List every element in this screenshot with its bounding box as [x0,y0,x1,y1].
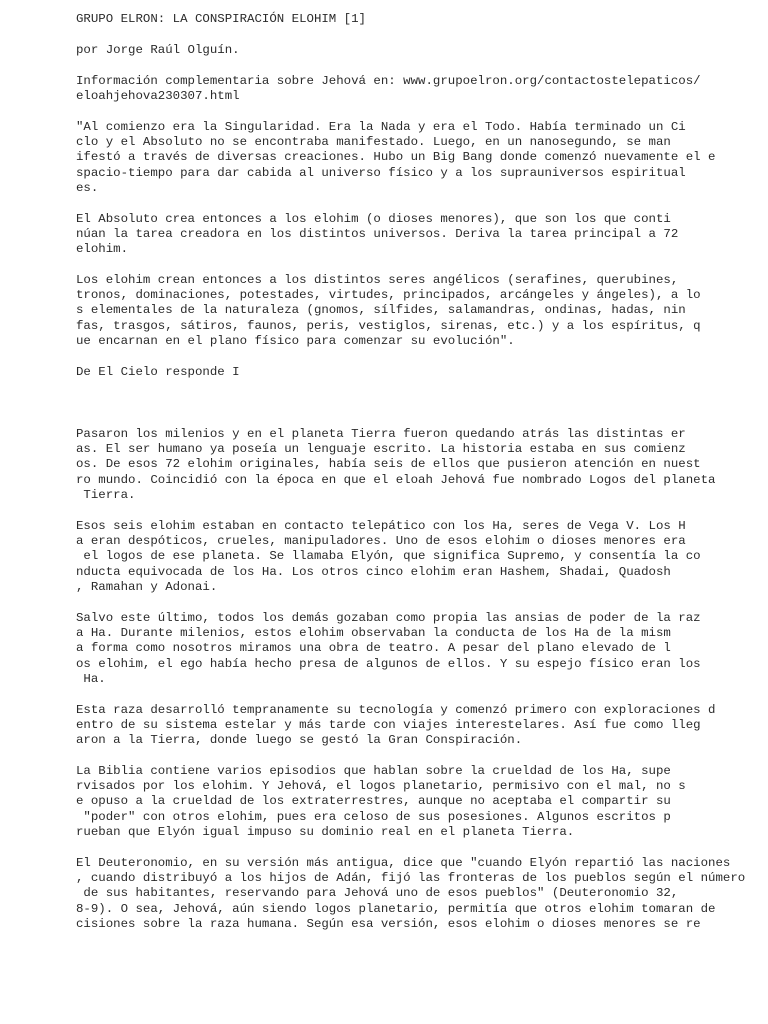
paragraph-7: Salvo este último, todos los demás gozaban como propia las ansias de poder de la raz a Ha. Durante milenios, estos elohim observaban la conducta de los Ha de la mism a forma como nosotros miramos una obra de teatro. A pesar del plano elevado de l os elohim, el ego había hecho presa de algunos de ellos. Y su espejo físico eran los Ha. [76,611,701,686]
author-line: por Jorge Raúl Olguín. [76,43,240,57]
paragraph-9: La Biblia contiene varios episodios que hablan sobre la crueldad de los Ha, supe rvisados por los elohim. Y Jehová, el logos planetario, permisivo con el mal, no s e opuso a la crueldad de los extraterrestres, aunque no aceptaba el compartir su "poder" con otros elohim, pues era celoso de sus posesiones. Algunos escritos p rueban que Elyón igual impuso su dominio real en el planeta Tierra. [76,764,686,839]
paragraph-2: El Absoluto crea entonces a los elohim (o dioses menores), que son los que conti núan la tarea creadora en los distintos universos. Deriva la tarea principal a 72 elohim. [76,212,679,257]
paragraph-8: Esta raza desarrolló tempranamente su tecnología y comenzó primero con exploraciones d entro de su sistema estelar y más tarde con viajes interestelares. Así fue como lleg aron a la Tierra, donde luego se gestó la Gran Conspiración. [76,703,716,748]
paragraph-4: De El Cielo responde I [76,365,240,379]
paragraph-1: "Al comienzo era la Singularidad. Era la Nada y era el Todo. Había terminado un Ci clo y el Absoluto no se encontraba manifestado. Luego, en un nanosegundo, se man ifestó a través de diversas creaciones. Hubo un Big Bang donde comenzó nuevamente el e spacio-tiempo para dar cabida al universo físico y a los suprauniversos espiritual es. [76,120,716,195]
paragraph-10: El Deuteronomio, en su versión más antigua, dice que "cuando Elyón repartió las naciones , cuando distribuyó a los hijos de Adán, fijó las fronteras de los pueblos según el número de sus habitantes, reservando para Jehová uno de esos pueblos" (Deuteronomio 32, 8-9). O sea, Jehová, aún siendo logos planetario, permitía que otros elohim tomaran de cisiones sobre la raza humana. Según esa versión, esos elohim o dioses menores se re [76,856,746,931]
document-title: GRUPO ELRON: LA CONSPIRACIÓN ELOHIM [1] [76,12,366,26]
paragraph-6: Esos seis elohim estaban en contacto telepático con los Ha, seres de Vega V. Los H a eran despóticos, crueles, manipuladores. Uno de esos elohim o dioses menores era el logos de ese planeta. Se llamaba Elyón, que significa Supremo, y consentía la co nducta equivocada de los Ha. Los otros cinco elohim eran Hashem, Shadai, Quadosh , Ramahan y Adonai. [76,519,701,594]
info-paragraph: Información complementaria sobre Jehová en: www.grupoelron.org/contactostelepaticos/ eloahjehova230307.html [76,74,701,104]
paragraph-5: Pasaron los milenios y en el planeta Tierra fueron quedando atrás las distintas er as. El ser humano ya poseía un lenguaje escrito. La historia estaba en sus comienz os. De esos 72 elohim originales, había seis de ellos que pusieron atención en nuest ro mundo. Coincidió con la época en que el eloah Jehová fue nombrado Logos del planeta Tierra. [76,427,716,502]
paragraph-3: Los elohim crean entonces a los distintos seres angélicos (serafines, querubines, tronos, dominaciones, potestades, virtudes, principados, arcángeles y ángeles), a lo s elementales de la naturaleza (gnomos, sílfides, salamandras, ondinas, hadas, nin fas, trasgos, sátiros, faunos, peris, vestiglos, sirenas, etc.) y a los espíritus, q ue encarnan en el plano físico para comenzar su evolución". [76,273,701,348]
